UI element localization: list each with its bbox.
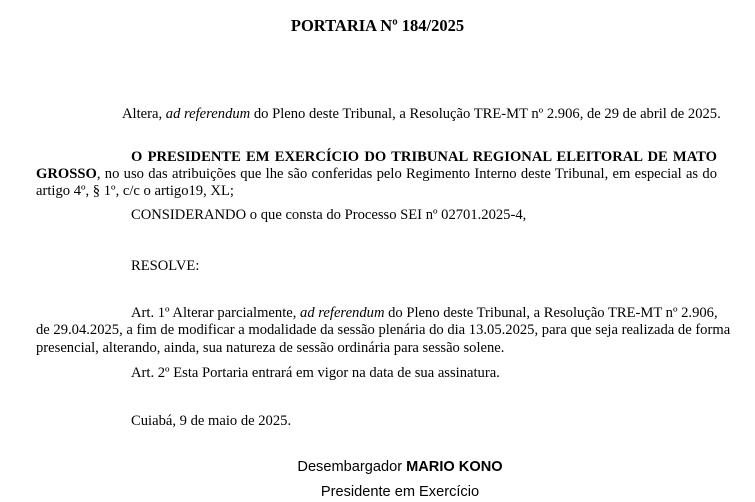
considerando: CONSIDERANDO o que consta do Processo SEI nº 02701.2025-4, (131, 207, 527, 223)
art1-italic: ad referendum (300, 305, 385, 321)
page-title: PORTARIA Nº 184/2025 (290, 16, 465, 35)
ementa-post: do Pleno deste Tribunal, a Resolução TRE-MT nº 2.906, de 29 de abril de 2025. (250, 106, 721, 122)
art1-line-1 (131, 305, 717, 322)
resolve: RESOLVE: (131, 258, 200, 274)
place-date: Cuiabá, 9 de maio de 2025. (131, 413, 292, 429)
ementa (122, 106, 721, 123)
preamble-line-2-rest: , no uso das atribuições que lhe são conferidas pelo Regimento Interno deste Tribunal, em especial as do (96, 166, 717, 182)
signature-prefix: Desembargador (297, 459, 407, 475)
preamble-line-3: artigo 4º, § 1º, c/c o artigo19, XL; (36, 183, 234, 199)
signature-name: MARIO KONO (406, 459, 503, 475)
art1-line-3: presencial, alterando, ainda, sua natureza de sessão ordinária para sessão solene. (36, 340, 505, 356)
art2: Art. 2º Esta Portaria entrará em vigor na data de sua assinatura. (131, 365, 500, 381)
ementa-italic: ad referendum (165, 106, 251, 122)
art1-post: do Pleno deste Tribunal, a Resolução TRE-MT nº 2.906, (384, 305, 718, 321)
preamble-line-1: O PRESIDENTE EM EXERCÍCIO DO TRIBUNAL REGIONAL ELEITORAL DE MATO (131, 149, 717, 165)
art1-line-2: de 29.04.2025, a fim de modificar a modalidade da sessão plenária do dia 13.05.2025, para que seja realizada de forma (36, 322, 731, 338)
signature-role: Presidente em Exercício (320, 484, 480, 500)
preamble-grosso: GROSSO (36, 166, 97, 182)
preamble-line-2 (36, 166, 717, 183)
signature-name-line (0, 459, 755, 476)
ementa-pre: Altera, (122, 106, 166, 122)
art1-pre: Art. 1º Alterar parcialmente, (131, 305, 301, 321)
